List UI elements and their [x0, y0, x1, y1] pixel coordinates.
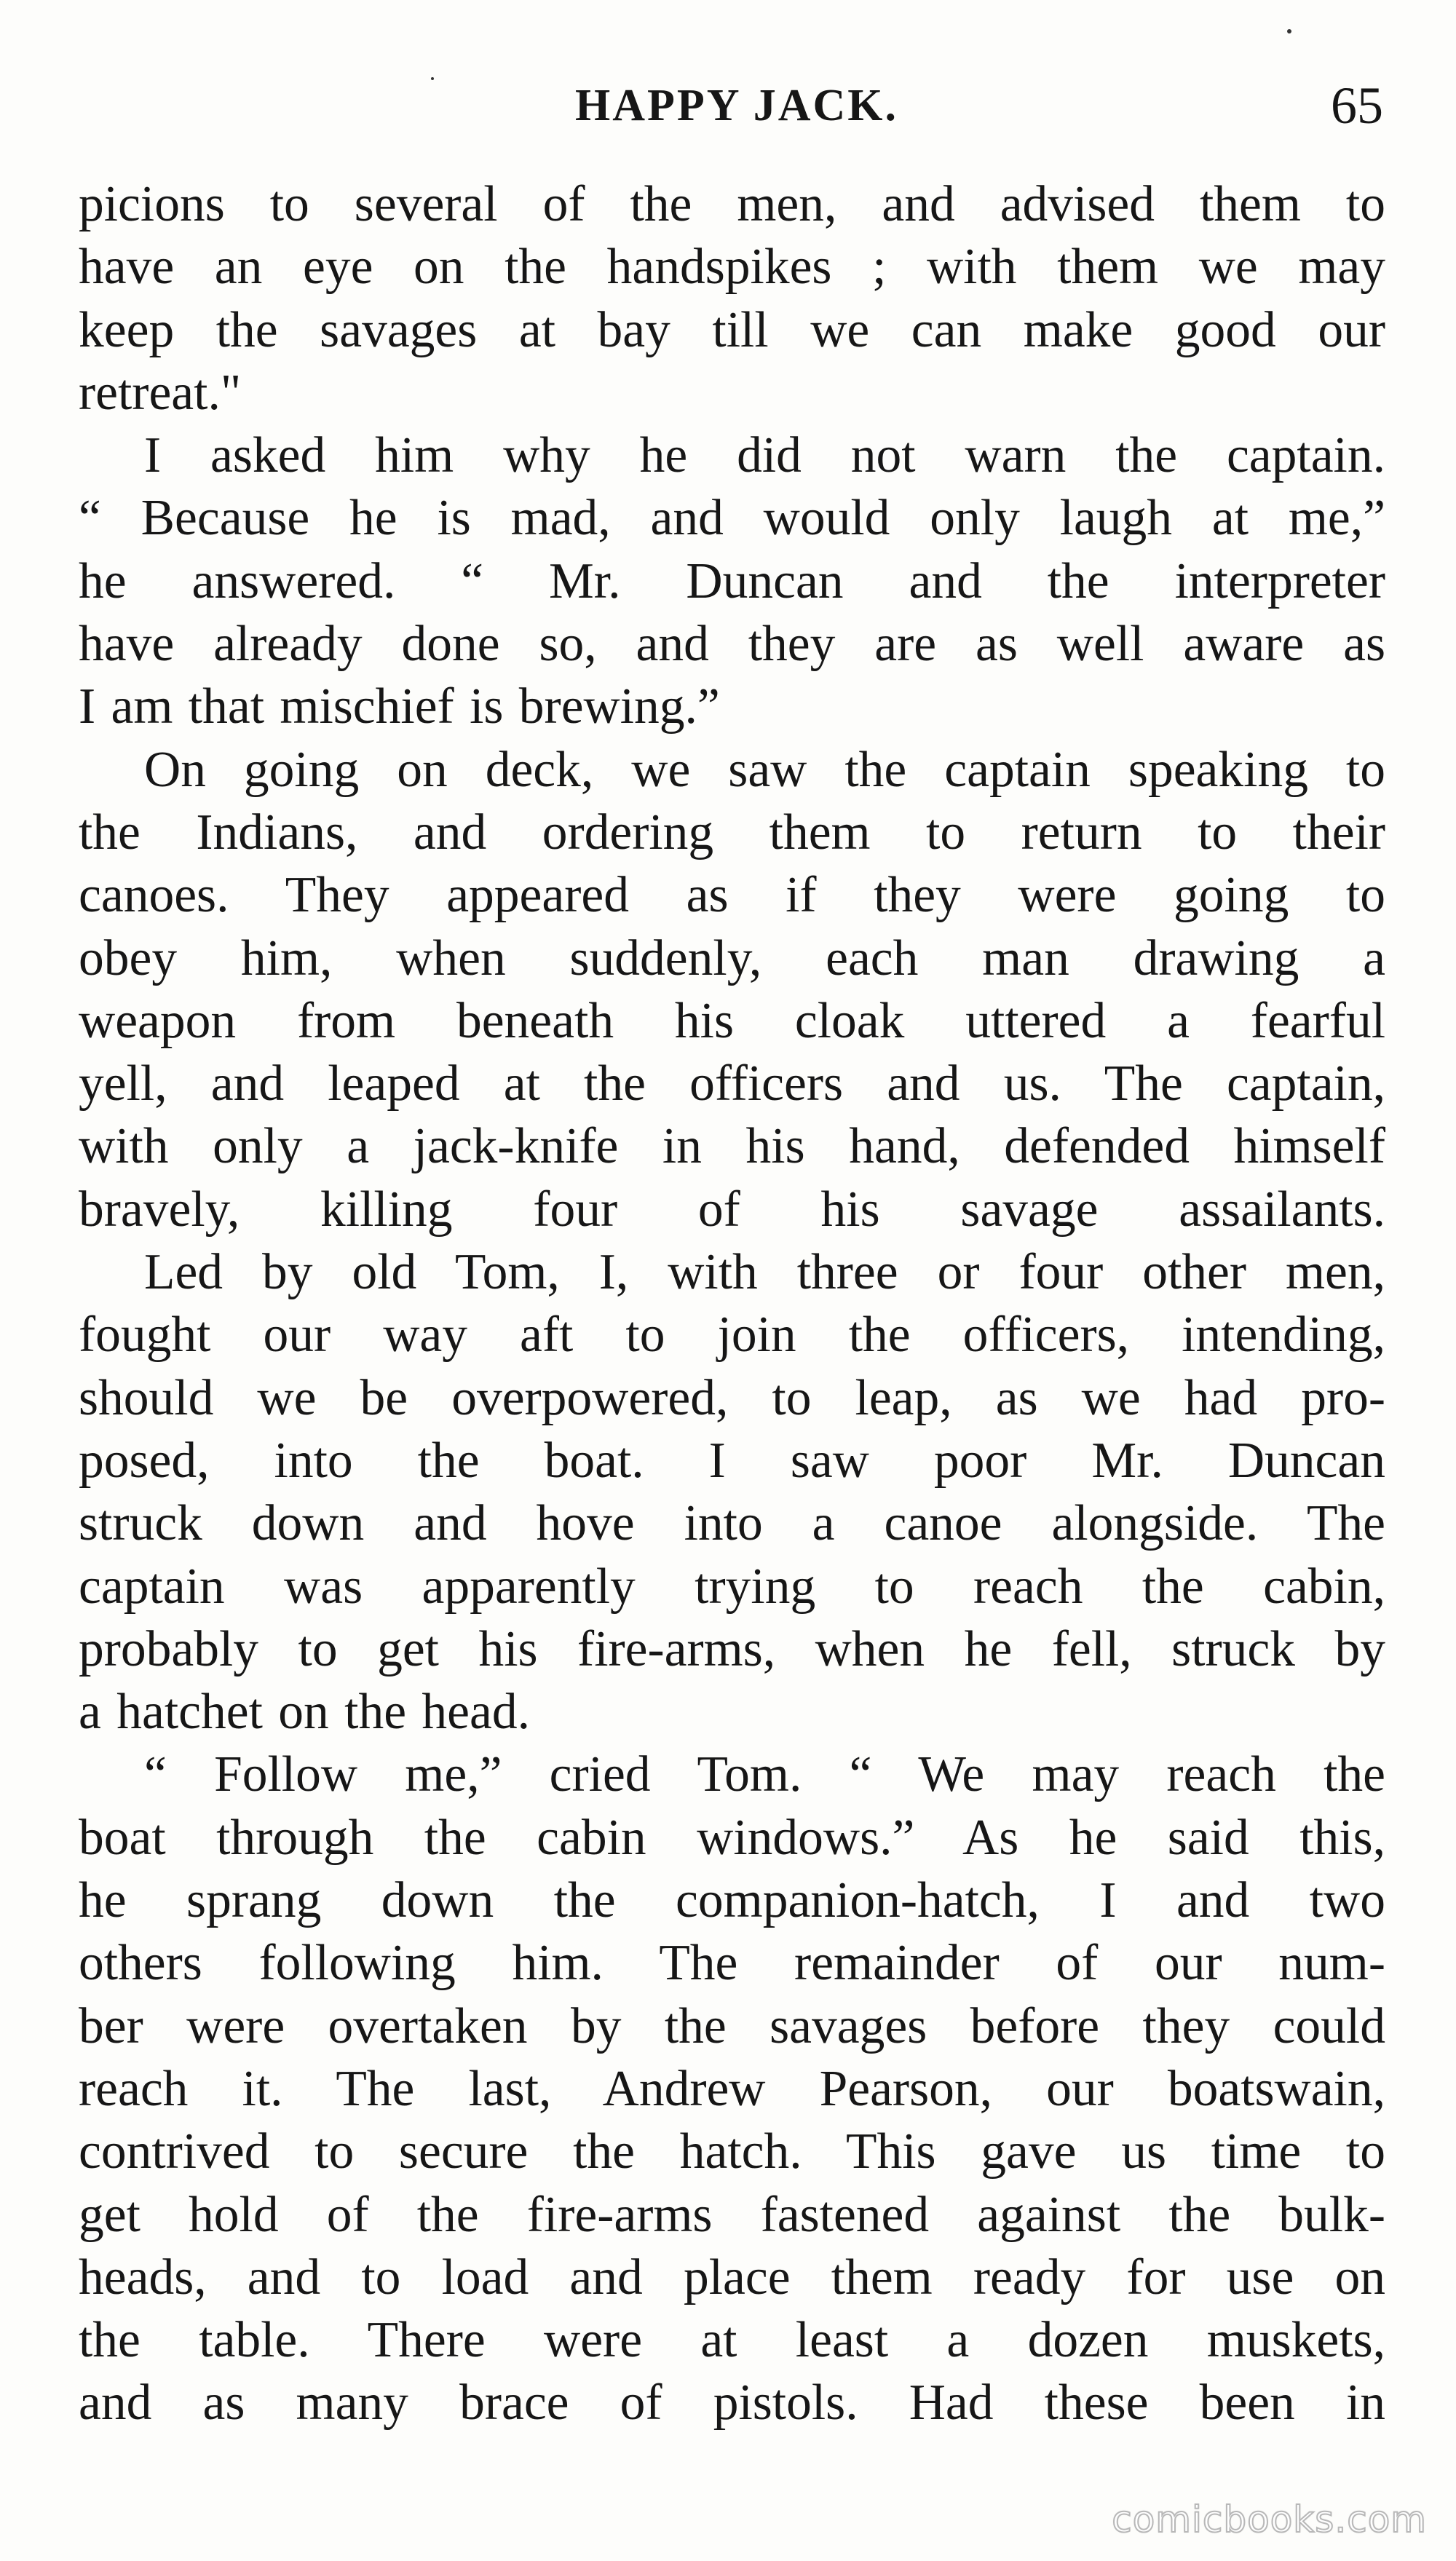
- page-number: 65: [1331, 76, 1383, 135]
- text-line: reach it. The last, Andrew Pearson, our boatswain,: [79, 2060, 1385, 2117]
- running-title: HAPPY JACK.: [575, 81, 898, 130]
- text-line: the table. There were at least a dozen muskets,: [79, 2312, 1385, 2369]
- text-line: should we be overpowered, to leap, as we had pro-: [79, 1369, 1385, 1426]
- text-line: he sprang down the companion-hatch, I and two: [79, 1872, 1385, 1929]
- ink-speck: [431, 77, 434, 80]
- text-line: heads, and to load and place them ready for use on: [79, 2249, 1385, 2305]
- text-line: have already done so, and they are as well aware as: [79, 616, 1385, 673]
- text-line: bravely, killing four of his savage assailants.: [79, 1181, 1385, 1238]
- text-line: probably to get his fire-arms, when he fell, struck by: [79, 1620, 1385, 1677]
- text-line: I am that mischief is brewing.”: [79, 678, 720, 735]
- text-line: contrived to secure the hatch. This gave us time to: [79, 2123, 1385, 2180]
- text-line: get hold of the fire-arms fastened against the bulk-: [79, 2186, 1385, 2243]
- text-line: canoes. They appeared as if they were going to: [79, 867, 1385, 924]
- text-line: “ Follow me,” cried Tom. “ We may reach the: [144, 1746, 1385, 1803]
- text-line: keep the savages at bay till we can make good our: [79, 301, 1385, 358]
- ink-speck: [1287, 29, 1291, 33]
- text-line: I asked him why he did not warn the captain.: [144, 427, 1385, 484]
- text-line: obey him, when suddenly, each man drawing a: [79, 930, 1385, 986]
- text-line: picions to several of the men, and advised them to: [79, 176, 1385, 232]
- paragraph-4: [79, 1241, 1385, 1743]
- text-line: boat through the cabin windows.” As he said this,: [79, 1809, 1385, 1866]
- text-line: a hatchet on the head.: [79, 1684, 530, 1741]
- paragraph-1: [79, 173, 1385, 424]
- text-line: the Indians, and ordering them to return to their: [79, 804, 1385, 860]
- text-line: and as many brace of pistols. Had these been in: [79, 2375, 1385, 2431]
- text-line: posed, into the boat. I saw poor Mr. Duncan: [79, 1432, 1385, 1489]
- text-line: ber were overtaken by the savages before they could: [79, 1998, 1385, 2054]
- text-line: weapon from beneath his cloak uttered a fearful: [79, 992, 1385, 1049]
- text-line: On going on deck, we saw the captain speaking to: [144, 741, 1385, 798]
- paragraph-3: [79, 739, 1385, 1241]
- paragraph-5: [79, 1743, 1385, 2434]
- text-line: have an eye on the handspikes ; with them we may: [79, 239, 1385, 296]
- text-line: “ Because he is mad, and would only laugh at me,”: [79, 490, 1385, 547]
- text-line: with only a jack-knife in his hand, defended himself: [79, 1118, 1385, 1175]
- text-line: retreat.": [79, 364, 242, 421]
- text-line: he answered. “ Mr. Duncan and the interpreter: [79, 553, 1385, 609]
- text-line: captain was apparently trying to reach the cabin,: [79, 1558, 1385, 1615]
- watermark: comicbooks.com: [1112, 2498, 1427, 2541]
- text-line: yell, and leaped at the officers and us. The captain,: [79, 1056, 1385, 1112]
- text-line: Led by old Tom, I, with three or four other men,: [144, 1244, 1385, 1301]
- text-line: fought our way aft to join the officers, intending,: [79, 1307, 1385, 1363]
- text-line: others following him. The remainder of our num-: [79, 1935, 1385, 1992]
- body-text: [79, 173, 1385, 2435]
- text-line: struck down and hove into a canoe alongside. The: [79, 1495, 1385, 1552]
- paragraph-2: [79, 424, 1385, 738]
- running-head: [0, 73, 1456, 138]
